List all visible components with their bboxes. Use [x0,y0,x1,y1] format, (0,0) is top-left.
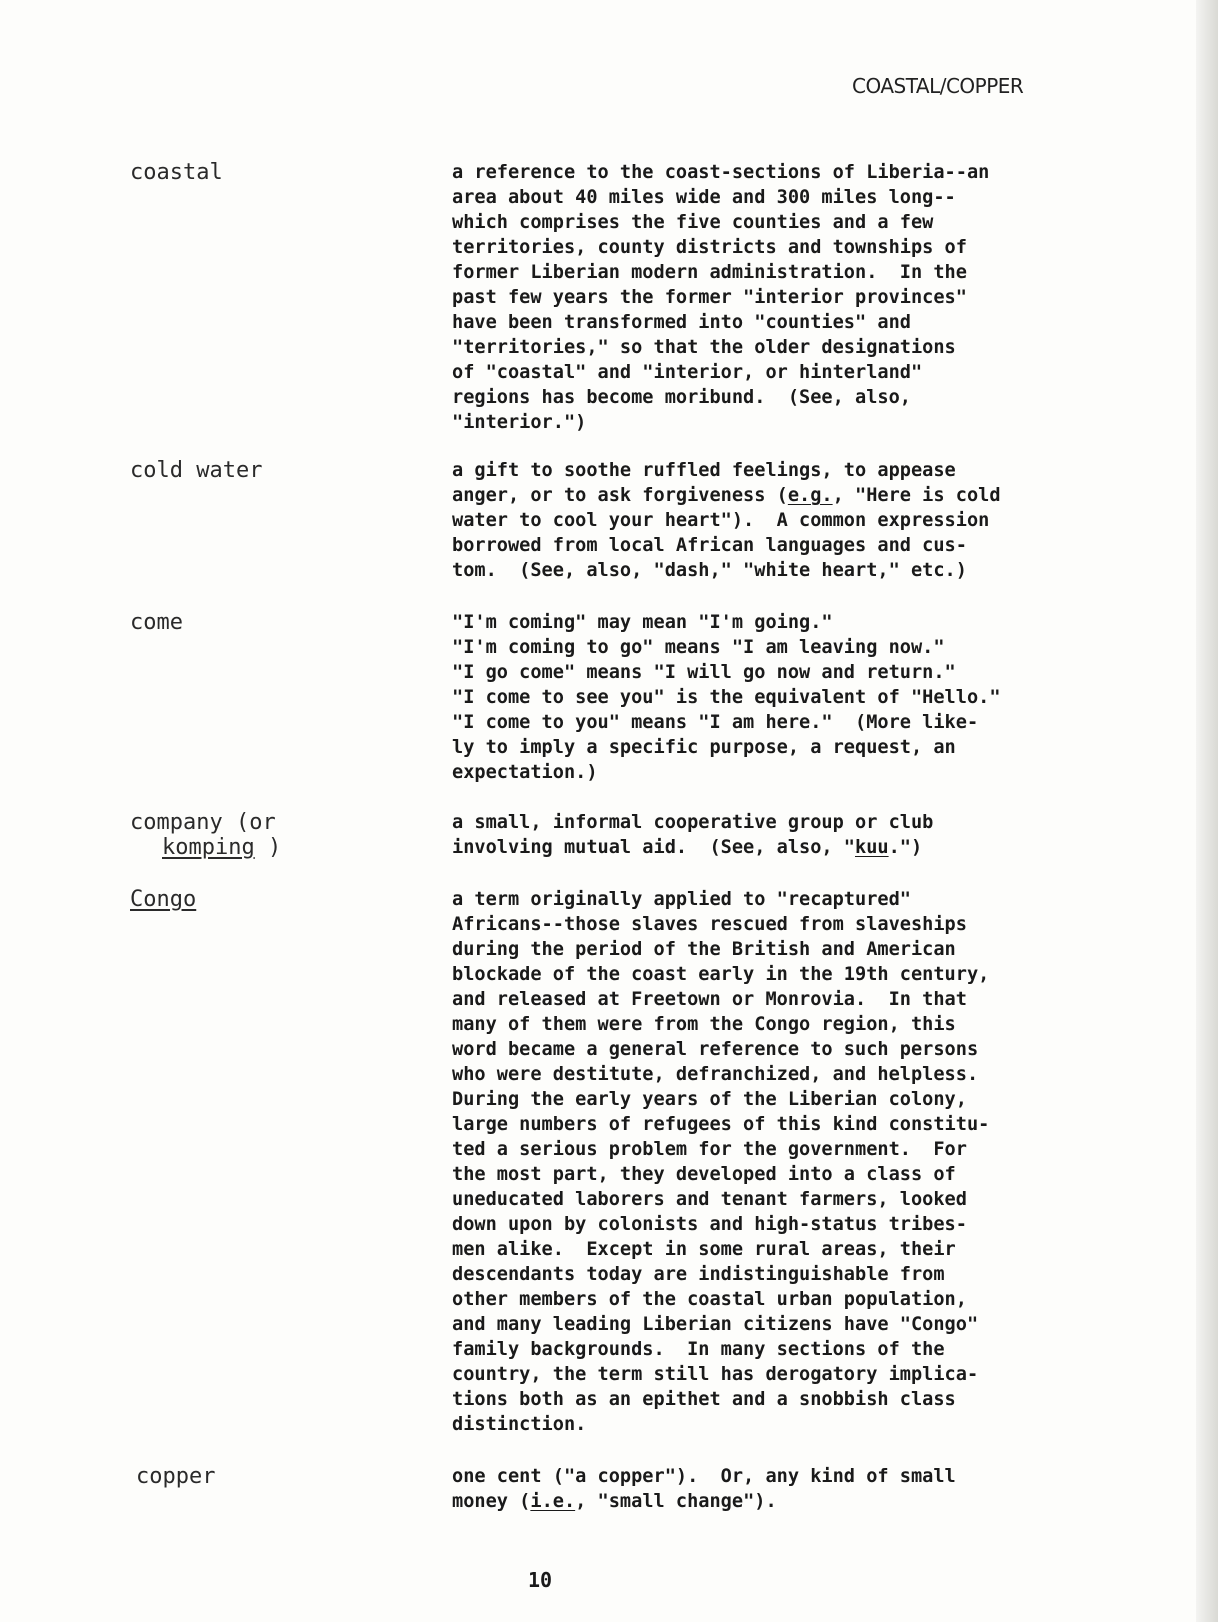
definition-cold-water [452,458,1062,583]
definition-company [452,810,1062,860]
definition-text: one cent ("a copper"). Or, any kind of small money ( [452,1466,956,1512]
definition-text: , "small change"). [575,1491,777,1512]
running-head: COASTAL/COPPER [852,74,1024,98]
term-company-line1: company (or [130,810,276,835]
definition-abbrev: e.g. [787,485,833,506]
term-company-close: ) [254,835,282,860]
term-congo [130,887,430,912]
term-copper: copper [136,1464,216,1489]
definition-text: , "Here is cold water to cool your heart"). A common expression borrowed from local African languages and cus- tom. (See, also, "dash," "white heart," etc.) [452,485,1001,581]
definition-ref-kuu: kuu [855,837,889,858]
definition-abbrev: i.e. [530,1491,576,1512]
definition-congo: a term originally applied to "recaptured" Africans--those slaves rescued from slaveships during the period of the British and American blockade of the coast early in the 19th century, and released at Freetown or Monrovia. In that many of them were from the Congo region, this word became a general reference to such persons who were destitute, defranchized, and helpless. During the early years of the Liberian colony, large numbers of refugees of this kind constitu- ted a serious problem for the government. For the most part, they developed into a class of uneducated laborers and tenant farmers, looked down upon by colonists and high-status tribes- men alike. Except in some rural areas, their descendants today are indistinguishable from other members of the coastal urban population, and many leading Liberian citizens have "Congo" family backgrounds. In many sections of the country, the term still has derogatory implica- tions both as an epithet and a snobbish class distinction. [452,889,990,1435]
page-edge [1196,0,1218,1622]
term-come: come [130,610,183,635]
term-coastal: coastal [130,160,223,185]
definition-text: a gift to soothe ruffled feelings, to appease anger, or to ask forgiveness ( [452,460,956,506]
term-komping: komping [162,835,255,860]
page-number: 10 [528,1568,553,1592]
definition-text: a small, informal cooperative group or club involving mutual aid. (See, also, " [452,812,934,858]
term-cold-water: cold water [130,458,263,483]
term-congo-text: Congo [130,887,197,912]
term-company-line2 [130,835,430,860]
definition-coastal: a reference to the coast-sections of Liberia--an area about 40 miles wide and 300 miles long-- which comprises the five counties and a few territories, county districts and townships of former Liberian modern administration. In the past few years the former "interior provinces" have been transformed into "counties" and "territories," so that the older designations of "coastal" and "interior, or hinterland" regions has become moribund. (See, also, "interior.") [452,162,990,433]
definition-come: "I'm coming" may mean "I'm going." "I'm coming to go" means "I am leaving now." "I go come" means "I will go now and return." "I come to see you" is the equivalent of "Hello." "I come to you" means "I am here." (More like- ly to imply a specific purpose, a request, an expectation.) [452,612,1001,783]
term-company [130,810,430,860]
definition-text: .") [888,837,923,858]
definition-copper [452,1464,1062,1514]
